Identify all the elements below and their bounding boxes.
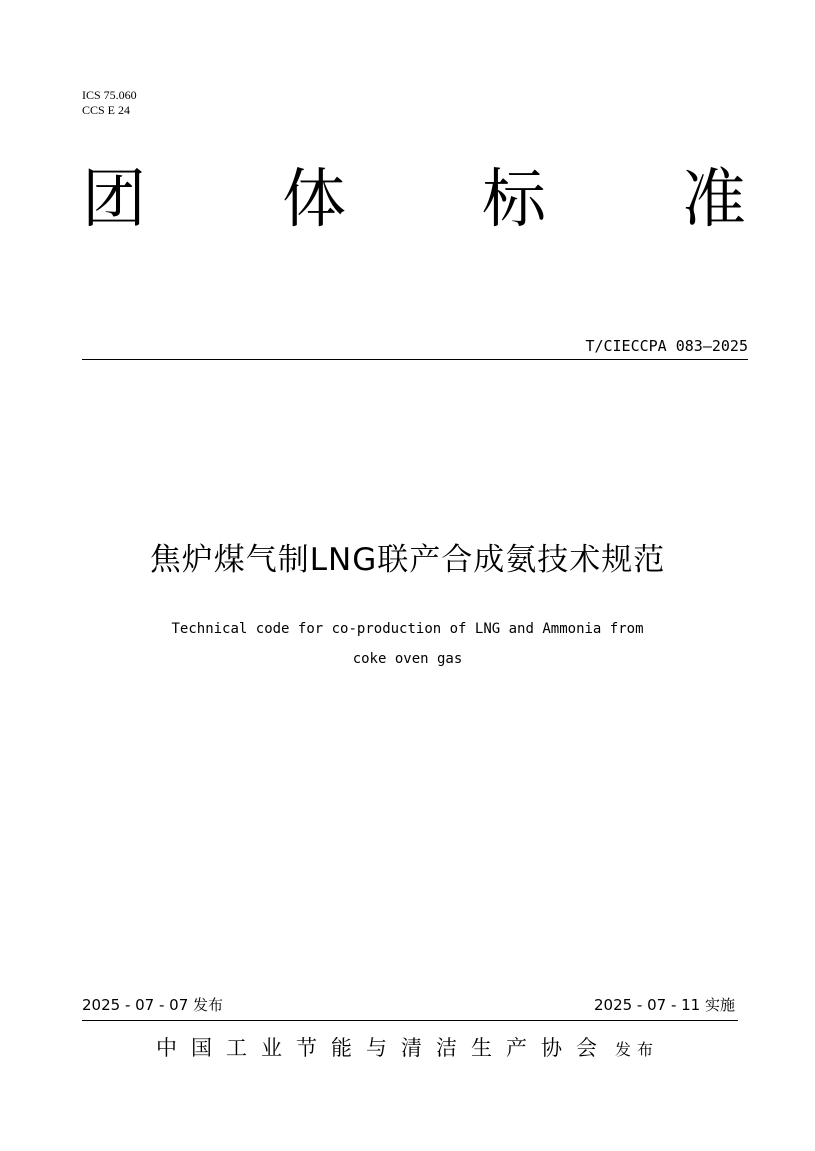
ics-code: ICS 75.060 — [82, 88, 137, 102]
english-title-line-2: coke oven gas — [352, 651, 463, 667]
issue-date: 2025 - 07 - 07 发布 — [82, 996, 224, 1014]
publisher-line — [0, 1032, 815, 1066]
header-divider — [82, 359, 748, 360]
heading-char-1: 团 — [82, 163, 146, 237]
standard-number: T/CIECCPA 083—2025 — [585, 337, 748, 355]
heading-char-4: 准 — [682, 163, 746, 237]
classification-codes — [82, 88, 137, 118]
english-title — [0, 614, 815, 674]
implementation-date: 2025 - 07 - 11 实施 — [593, 996, 735, 1014]
document-type-heading — [0, 160, 815, 240]
publisher-name: 中国工业节能与清洁生产协会 — [155, 1036, 611, 1060]
ccs-code: CCS E 24 — [82, 103, 131, 117]
footer-divider — [82, 1020, 738, 1021]
chinese-title: 焦炉煤气制LNG联产合成氨技术规范 — [149, 542, 666, 578]
heading-char-3: 标 — [482, 163, 546, 237]
english-title-line-1: Technical code for co-production of LNG and Ammonia from — [171, 621, 644, 637]
heading-char-2: 体 — [282, 163, 346, 237]
publish-label: 发布 — [614, 1040, 659, 1059]
